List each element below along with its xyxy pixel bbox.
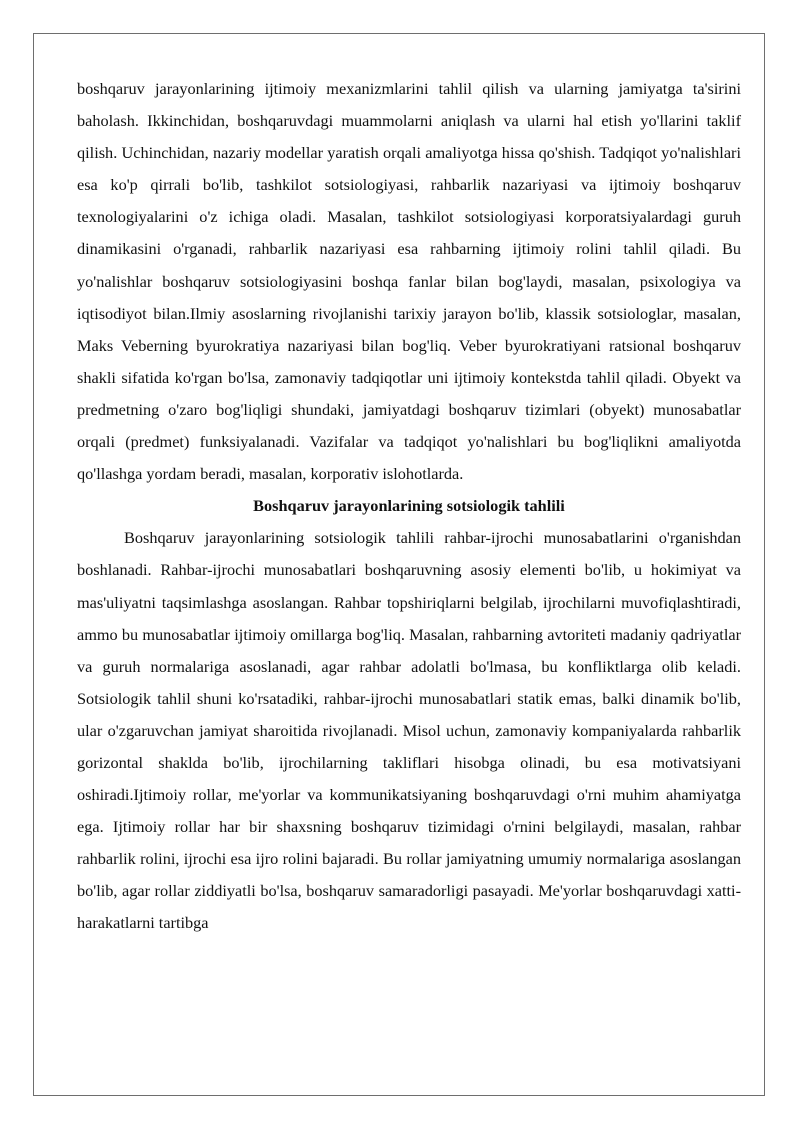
section-heading: Boshqaruv jarayonlarining sotsiologik tahlili xyxy=(253,496,565,516)
document-body xyxy=(77,73,741,940)
body-paragraph-1: boshqaruv jarayonlarining ijtimoiy mexanizmlarini tahlil qilish va ularning jamiyatga ta'sirini baholash. Ikkinchidan, boshqaruvdagi muammolarni aniqlash va ularni hal etish yo'llarini taklif qilish. Uchinchidan, nazariy modellar yaratish orqali amaliyotga hissa qo'shish. Tadqiqot yo'nalishlari esa ko'p qirrali bo'lib, tashkilot sotsiologiyasi, rahbarlik nazariyasi va ijtimoiy boshqaruv texnologiyalarini o'z ichiga oladi. Masalan, tashkilot sotsiologiyasi korporatsiyalardagi guruh dinamikasini o'rganadi, rahbarlik nazariyasi esa rahbarning ijtimoiy rolini tahlil qiladi. Bu yo'nalishlar boshqaruv sotsiologiyasini boshqa fanlar bilan bog'laydi, masalan, psixologiya va iqtisodiyot bilan.Ilmiy asoslarning rivojlanishi tarixiy jarayon bo'lib, klassik sotsiologlar, masalan, Maks Veberning byurokratiya nazariyasi bilan bog'liq. Veber byurokratiyani ratsional boshqaruv shakli sifatida ko'rgan bo'lsa, zamonaviy tadqiqotlar uni ijtimoiy kontekstda tahlil qiladi. Obyekt va predmetning o'zaro bog'liqligi shundaki, jamiyatdagi boshqaruv tizimlari (obyekt) munosabatlar orqali (predmet) funksiyalanadi. Vazifalar va tadqiqot yo'nalishlari bu bog'liqlikni amaliyotda qo'llashga yordam beradi, masalan, korporativ islohotlarda. xyxy=(77,79,741,484)
body-paragraph-2: Boshqaruv jarayonlarining sotsiologik tahlili rahbar-ijrochi munosabatlarini o'rganishdan boshlanadi. Rahbar-ijrochi munosabatlari boshqaruvning asosiy elementi bo'lib, u hokimiyat va mas'uliyatni taqsimlashga asoslangan. Rahbar topshiriqlarni belgilab, ijrochilarni muvofiqlashtiradi, ammo bu munosabatlar ijtimoiy omillarga bog'liq. Masalan, rahbarning avtoriteti madaniy qadriyatlar va guruh normalariga asoslanadi, agar rahbar adolatli bo'lmasa, bu konfliktlarga olib keladi. Sotsiologik tahlil shuni ko'rsatadiki, rahbar-ijrochi munosabatlari statik emas, balki dinamik bo'lib, ular o'zgaruvchan jamiyat sharoitida rivojlanadi. Misol uchun, zamonaviy kompaniyalarda rahbarlik gorizontal shaklda bo'lib, ijrochilarning takliflari hisobga olinadi, bu esa motivatsiyani oshiradi.Ijtimoiy rollar, me'yorlar va kommunikatsiyaning boshqaruvdagi o'rni muhim ahamiyatga ega. Ijtimoiy rollar har bir shaxsning boshqaruv tizimidagi o'rnini belgilaydi, masalan, rahbar rahbarlik rolini, ijrochi esa ijro rolini bajaradi. Bu rollar jamiyatning umumiy normalariga asoslangan bo'lib, agar rollar ziddiyatli bo'lsa, boshqaruv samaradorligi pasayadi. Me'yorlar boshqaruvdagi xatti-harakatlarni tartibga xyxy=(77,528,741,933)
